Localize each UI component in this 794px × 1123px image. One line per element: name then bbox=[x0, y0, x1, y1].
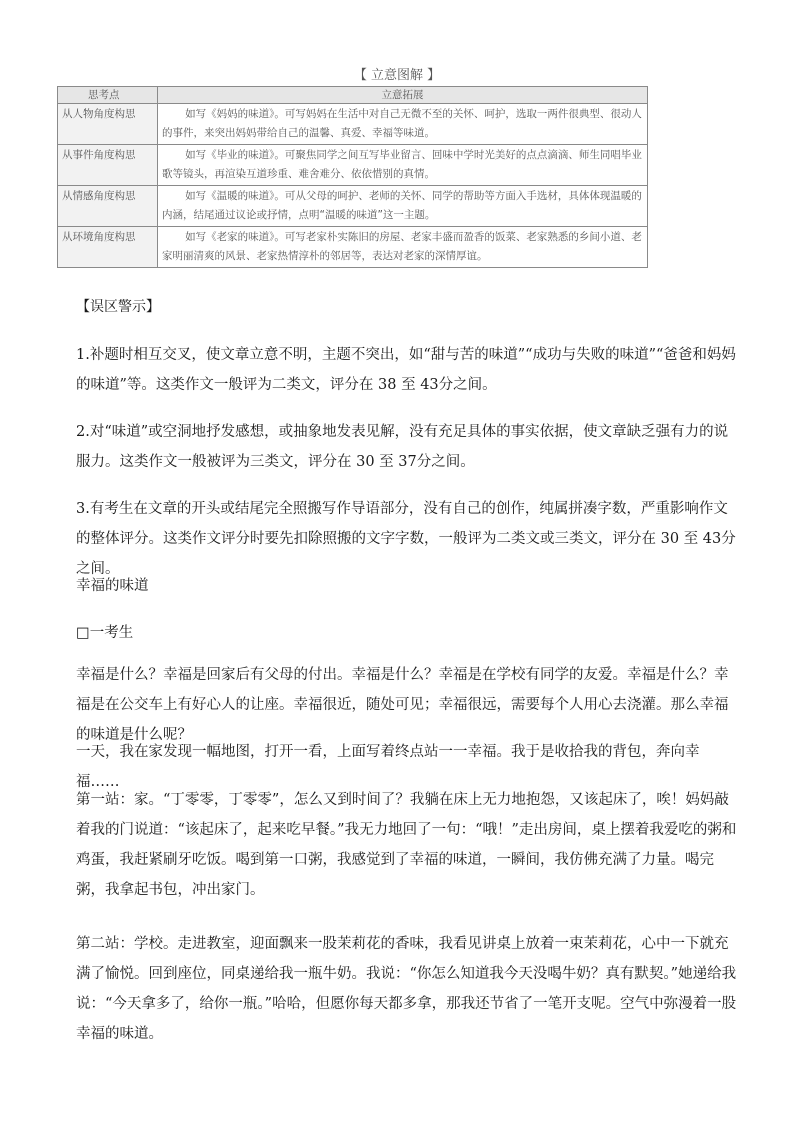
essay-paragraph: 一天，我在家发现一幅地图，打开一看，上面写着终点站一一幸福。我于是收拾我的背包，奔向幸福…… bbox=[76, 744, 700, 790]
table-cell-detail: 如写《温暖的味道》。可从父母的呵护、老师的关怀、同学的帮助等方面入手选材，具体体现温暖的内涵，结尾通过议论或抒情，点明“温暖的味道”这一主题。 bbox=[158, 186, 648, 227]
table-cell-detail: 如写《妈妈的味道》。可写妈妈在生活中对自己无微不至的关怀、呵护，选取一两件很典型、很动人的事件，来突出妈妈带给自己的温馨、真爱、幸福等味道。 bbox=[158, 104, 648, 145]
table-cell-point: 从情感角度构思 bbox=[58, 186, 158, 227]
table-caption: 【 立意图解 】 bbox=[353, 68, 441, 83]
warning-heading: 【误区警示】 bbox=[76, 299, 160, 315]
essay-paragraph: 第一站：家。“丁零零，丁零零”，怎么又到时间了？我躺在床上无力地抱怨，又该起床了，唉！妈妈敲着我的门说道：“该起床了，起来吃早餐。”我无力地回了一句：“哦！”走出房间，桌上摆着我爱吃的粥和鸡蛋，我赶紧刷牙吃饭。喝到第一口粥，我感觉到了幸福的味道，一瞬间，我仿佛充满了力量。喝完粥，我拿起书包，冲出家门。 bbox=[76, 792, 737, 898]
warning-item: 3.有考生在文章的开头或结尾完全照搬写作导语部分，没有自己的创作，纯属拼凑字数，严重影响作文的整体评分。这类作文评分时要先扣除照搬的文字字数，一般评为二类文或三类文，评分在 30 至 43分之间。 bbox=[76, 501, 736, 577]
table-row bbox=[58, 227, 648, 268]
table-cell-detail: 如写《老家的味道》。可写老家朴实陈旧的房屋、老家丰盛而盈香的饭菜、老家熟悉的乡间小道、老家明丽清爽的风景、老家热情淳朴的邻居等，表达对老家的深情厚谊。 bbox=[158, 227, 648, 268]
table-cell-point: 从事件角度构思 bbox=[58, 145, 158, 186]
essay-paragraph: 第二站：学校。走进教室，迎面飘来一股茉莉花的香味，我看见讲桌上放着一束茉莉花，心中一下就充满了愉悦。回到座位，同桌递给我一瓶牛奶。我说：“你怎么知道我今天没喝牛奶？真有默契。”她递给我说：“今天拿多了，给你一瓶。”哈哈，但愿你每天都多拿，那我还节省了一笔开支呢。空气中弥漫着一股幸福的味道。 bbox=[76, 936, 737, 1042]
idea-table bbox=[57, 86, 648, 268]
essay-title: 幸福的味道 bbox=[76, 578, 149, 594]
table-header: 立意拓展 bbox=[158, 87, 648, 104]
table-cell-point: 从环境角度构思 bbox=[58, 227, 158, 268]
table-row bbox=[58, 186, 648, 227]
table-header-row bbox=[58, 87, 648, 104]
warning-item: 1.补题时相互交叉，使文章立意不明，主题不突出，如“甜与苦的味道”“成功与失败的味道”“爸爸和妈妈的味道”等。这类作文一般评为二类文，评分在 38 至 43分之间。 bbox=[76, 347, 736, 393]
essay-author: □一考生 bbox=[76, 625, 134, 641]
table-cell-detail: 如写《毕业的味道》。可聚焦同学之间互写毕业留言、回味中学时光美好的点点滴滴、师生同唱毕业歌等镜头，再渲染互道珍重、难舍难分、依依惜别的真情。 bbox=[158, 145, 648, 186]
essay-paragraph: 幸福是什么？幸福是回家后有父母的付出。幸福是什么？幸福是在学校有同学的友爱。幸福是什么？幸福是在公交车上有好心人的让座。幸福很近，随处可见；幸福很远，需要每个人用心去浇灌。那么幸福的味道是什么呢？ bbox=[76, 667, 729, 743]
table-row bbox=[58, 104, 648, 145]
table-cell-point: 从人物角度构思 bbox=[58, 104, 158, 145]
warning-item: 2.对“味道”或空洞地抒发感想，或抽象地发表见解，没有充足具体的事实依据，使文章缺乏强有力的说服力。这类作文一般被评为三类文，评分在 30 至 37分之间。 bbox=[76, 424, 729, 470]
table-row bbox=[58, 145, 648, 186]
table-header: 思考点 bbox=[58, 87, 158, 104]
